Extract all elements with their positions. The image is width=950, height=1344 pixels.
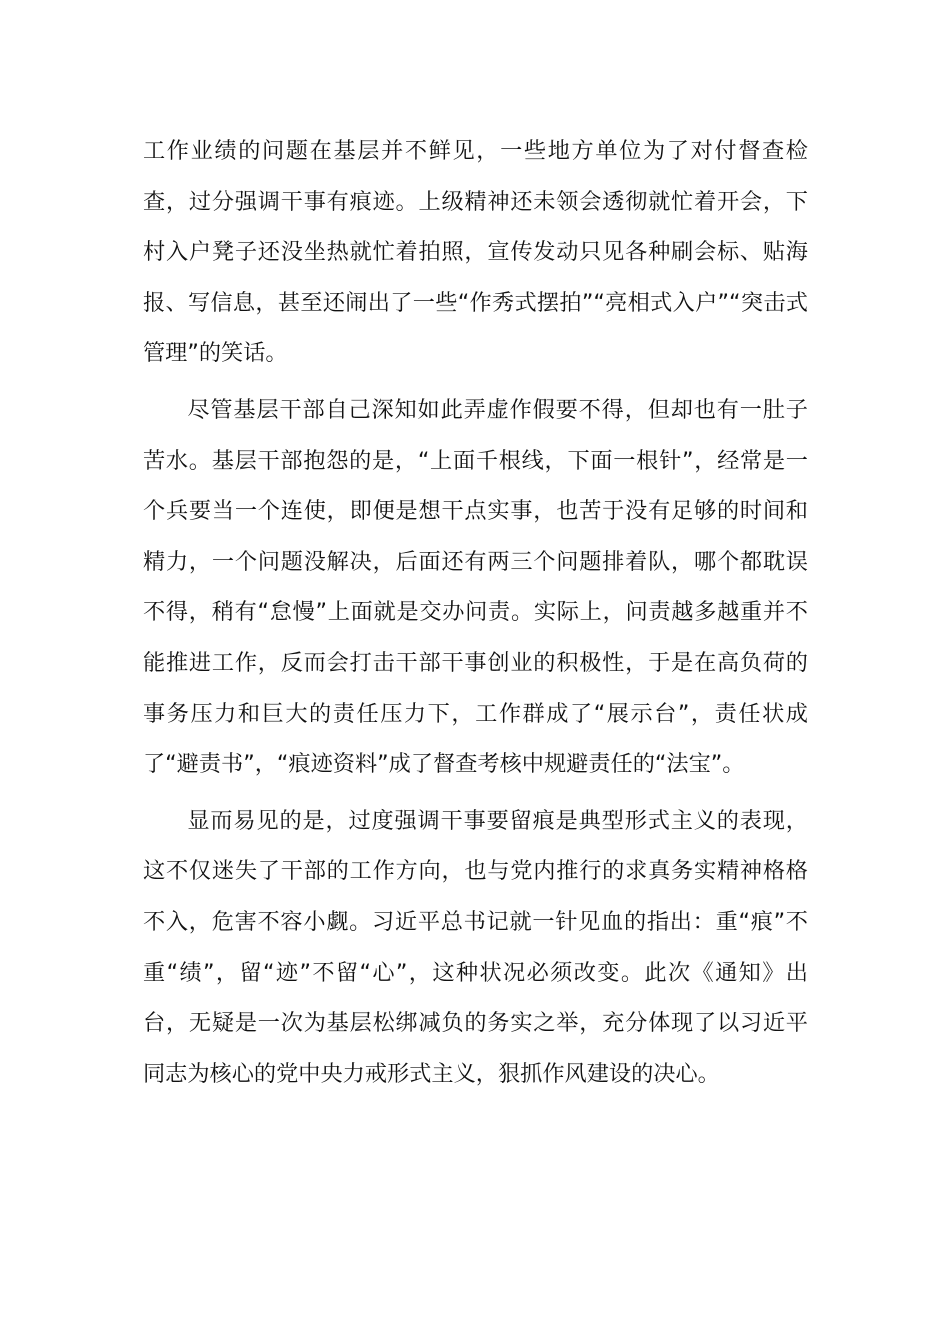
paragraph-1: 工作业绩的问题在基层并不鲜见，一些地方单位为了对付督查检查，过分强调干事有痕迹。上级精神还未领会透彻就忙着开会，下村入户凳子还没坐热就忙着拍照，宣传发动只见各种刷会标、贴海报、写信息，甚至还闹出了一些“作秀式摆拍”“亮相式入户”“突击式管理”的笑话。 xyxy=(143,138,808,367)
paragraph-3: 显而易见的是，过度强调干事要留痕是典型形式主义的表现，这不仅迷失了干部的工作方向，也与党内推行的求真务实精神格格不入，危害不容小觑。习近平总书记就一针见血的指出：重“痕”不重“绩”，留“迹”不留“心”，这种状况必须改变。此次《通知》出台，无疑是一次为基层松绑减负的务实之举，充分体现了以习近平同志为核心的党中央力戒形式主义，狠抓作风建设的决心。 xyxy=(143,807,808,1087)
paragraph-2: 尽管基层干部自己深知如此弄虚作假要不得，但却也有一肚子苦水。基层干部抱怨的是，“上面千根线，下面一根针”，经常是一个兵要当一个连使，即便是想干点实事，也苦于没有足够的时间和精力，一个问题没解决，后面还有两三个问题排着队，哪个都耽误不得，稍有“怠慢”上面就是交办问责。实际上，问责越多越重并不能推进工作，反而会打击干部干事创业的积极性，于是在高负荷的事务压力和巨大的责任压力下，工作群成了“展示台”，责任状成了“避责书”，“痕迹资料”成了督查考核中规避责任的“法宝”。 xyxy=(143,396,808,778)
document-body xyxy=(143,126,808,1099)
